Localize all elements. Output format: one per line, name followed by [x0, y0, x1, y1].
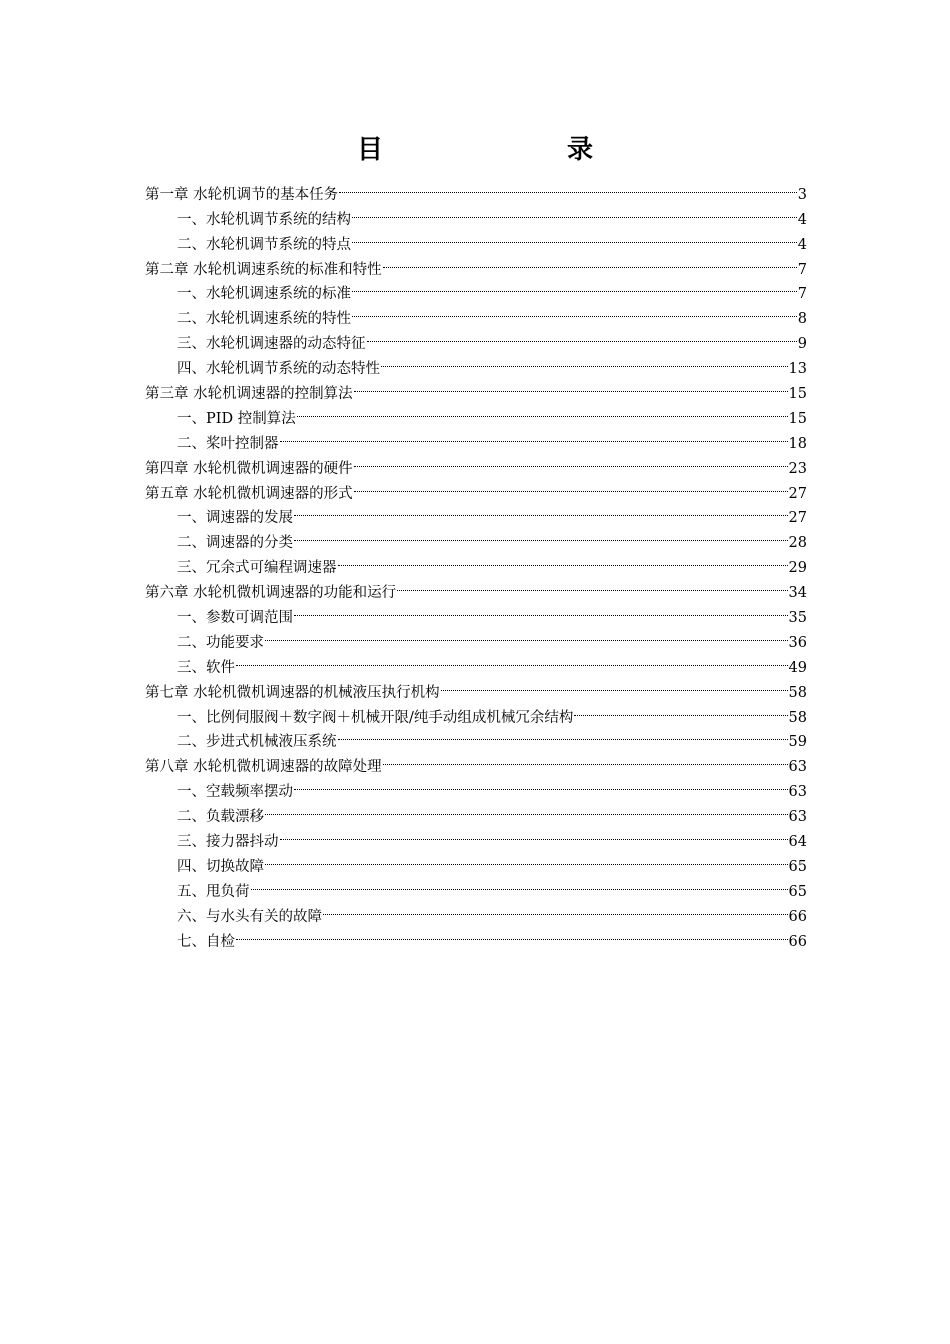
toc-page-number: 65 — [788, 883, 807, 900]
toc-page-number: 66 — [788, 933, 807, 950]
toc-entry-title: 一、调速器的发展 — [177, 510, 293, 527]
dot-leader — [339, 174, 797, 199]
toc-entry-title: 一、参数可调范围 — [177, 610, 293, 627]
toc-page-number: 18 — [788, 435, 807, 452]
dot-leader — [352, 298, 797, 323]
toc-page-number: 27 — [788, 485, 807, 502]
toc-page-number: 65 — [788, 858, 807, 875]
toc-entry-title: 七、自检 — [177, 933, 235, 950]
toc-page-number: 15 — [788, 410, 807, 427]
toc-entry-title: 二、调速器的分类 — [177, 535, 293, 552]
toc-page-number: 9 — [797, 336, 807, 353]
toc-page-number: 7 — [797, 261, 807, 278]
toc-page-number: 23 — [788, 460, 807, 477]
toc-entry-title: 第四章 水轮机微机调速器的硬件 — [145, 460, 353, 477]
toc-entry-title: 二、步进式机械液压系统 — [177, 734, 337, 751]
dot-leader — [338, 547, 788, 572]
dot-leader — [265, 846, 788, 871]
toc-page-number: 4 — [797, 236, 807, 253]
dot-leader — [367, 323, 797, 348]
dot-leader — [397, 572, 787, 597]
dot-leader — [236, 921, 788, 946]
toc-page-number: 63 — [788, 759, 807, 776]
toc-entry-title: 第五章 水轮机微机调速器的形式 — [145, 485, 353, 502]
dot-leader — [383, 249, 797, 274]
dot-leader — [383, 746, 788, 771]
toc-page-number: 35 — [788, 610, 807, 627]
dot-leader — [352, 274, 797, 299]
dot-leader — [297, 398, 788, 423]
toc-entry-title: 四、水轮机调节系统的动态特性 — [177, 361, 380, 378]
toc-entry-title: 三、水轮机调速器的动态特征 — [177, 336, 366, 353]
toc-entry-title: 第八章 水轮机微机调速器的故障处理 — [145, 759, 382, 776]
toc-page-number: 4 — [797, 211, 807, 228]
dot-leader — [381, 348, 788, 373]
toc-page-number: 34 — [788, 585, 807, 602]
dot-leader — [294, 771, 788, 796]
toc-entry-title: 三、冗余式可编程调速器 — [177, 560, 337, 577]
toc-page-number: 66 — [788, 908, 807, 925]
toc-entry-title: 二、桨叶控制器 — [177, 435, 279, 452]
toc-page-number: 63 — [788, 784, 807, 801]
toc-entry-title: 第二章 水轮机调速系统的标准和特性 — [145, 261, 382, 278]
toc-entry-title: 第七章 水轮机微机调速器的机械液压执行机构 — [145, 684, 440, 701]
toc-page-number: 36 — [788, 634, 807, 651]
toc-page-number: 8 — [797, 311, 807, 328]
dot-leader — [265, 796, 788, 821]
dot-leader — [354, 473, 788, 498]
dot-leader — [280, 423, 788, 448]
dot-leader — [441, 672, 788, 697]
toc-entry-title: 四、切换故障 — [177, 858, 264, 875]
toc-chapter-entry[interactable] — [145, 174, 807, 203]
dot-leader — [352, 199, 797, 224]
dot-leader — [294, 522, 788, 547]
dot-leader — [338, 722, 788, 747]
toc-entry-title: 五、甩负荷 — [177, 883, 250, 900]
toc-entry-title: 一、比例伺服阀＋数字阀＋机械开限/纯手动组成机械冗余结构 — [177, 709, 574, 726]
dot-leader — [236, 647, 788, 672]
toc-entry-title: 六、与水头有关的故障 — [177, 908, 322, 925]
dot-leader — [574, 697, 787, 722]
toc-entry-title: 一、水轮机调速系统的标准 — [177, 286, 351, 303]
toc-entry-title: 二、功能要求 — [177, 634, 264, 651]
toc-page-number: 3 — [797, 186, 807, 203]
dot-leader — [354, 448, 788, 473]
toc-entry-title: 一、PID 控制算法 — [177, 410, 296, 427]
toc-page-number: 28 — [788, 535, 807, 552]
toc-section-entry[interactable] — [145, 921, 807, 950]
toc-page-number: 63 — [788, 809, 807, 826]
toc-page-number: 29 — [788, 560, 807, 577]
toc-entry-title: 三、软件 — [177, 659, 235, 676]
toc-page-number: 58 — [788, 709, 807, 726]
dot-leader — [280, 821, 788, 846]
dot-leader — [354, 373, 788, 398]
toc-page-number: 49 — [788, 659, 807, 676]
toc-entry-title: 一、空载频率摆动 — [177, 784, 293, 801]
toc-entry-title: 二、水轮机调节系统的特点 — [177, 236, 351, 253]
toc-entry-title: 第六章 水轮机微机调速器的功能和运行 — [145, 585, 397, 602]
toc-page-number: 15 — [788, 386, 807, 403]
toc-entry-title: 一、水轮机调节系统的结构 — [177, 211, 351, 228]
dot-leader — [294, 498, 788, 523]
toc-entry-title: 三、接力器抖动 — [177, 834, 279, 851]
table-of-contents — [145, 174, 807, 950]
toc-entry-title: 二、负载漂移 — [177, 809, 264, 826]
toc-entry-title: 第三章 水轮机调速器的控制算法 — [145, 386, 353, 403]
dot-leader — [251, 871, 788, 896]
toc-page-number: 64 — [788, 834, 807, 851]
toc-title: 目 录 — [356, 135, 637, 165]
toc-entry-title: 二、水轮机调速系统的特性 — [177, 311, 351, 328]
toc-chapter-entry[interactable] — [145, 672, 807, 701]
toc-page-number: 58 — [788, 684, 807, 701]
toc-entry-title: 第一章 水轮机调节的基本任务 — [145, 186, 339, 203]
toc-page-number: 13 — [788, 361, 807, 378]
toc-page-number: 27 — [788, 510, 807, 527]
dot-leader — [265, 622, 788, 647]
toc-section-entry[interactable] — [145, 647, 807, 676]
dot-leader — [294, 597, 788, 622]
toc-page-number: 59 — [788, 734, 807, 751]
toc-page-number: 7 — [797, 286, 807, 303]
dot-leader — [323, 896, 788, 921]
dot-leader — [352, 224, 797, 249]
